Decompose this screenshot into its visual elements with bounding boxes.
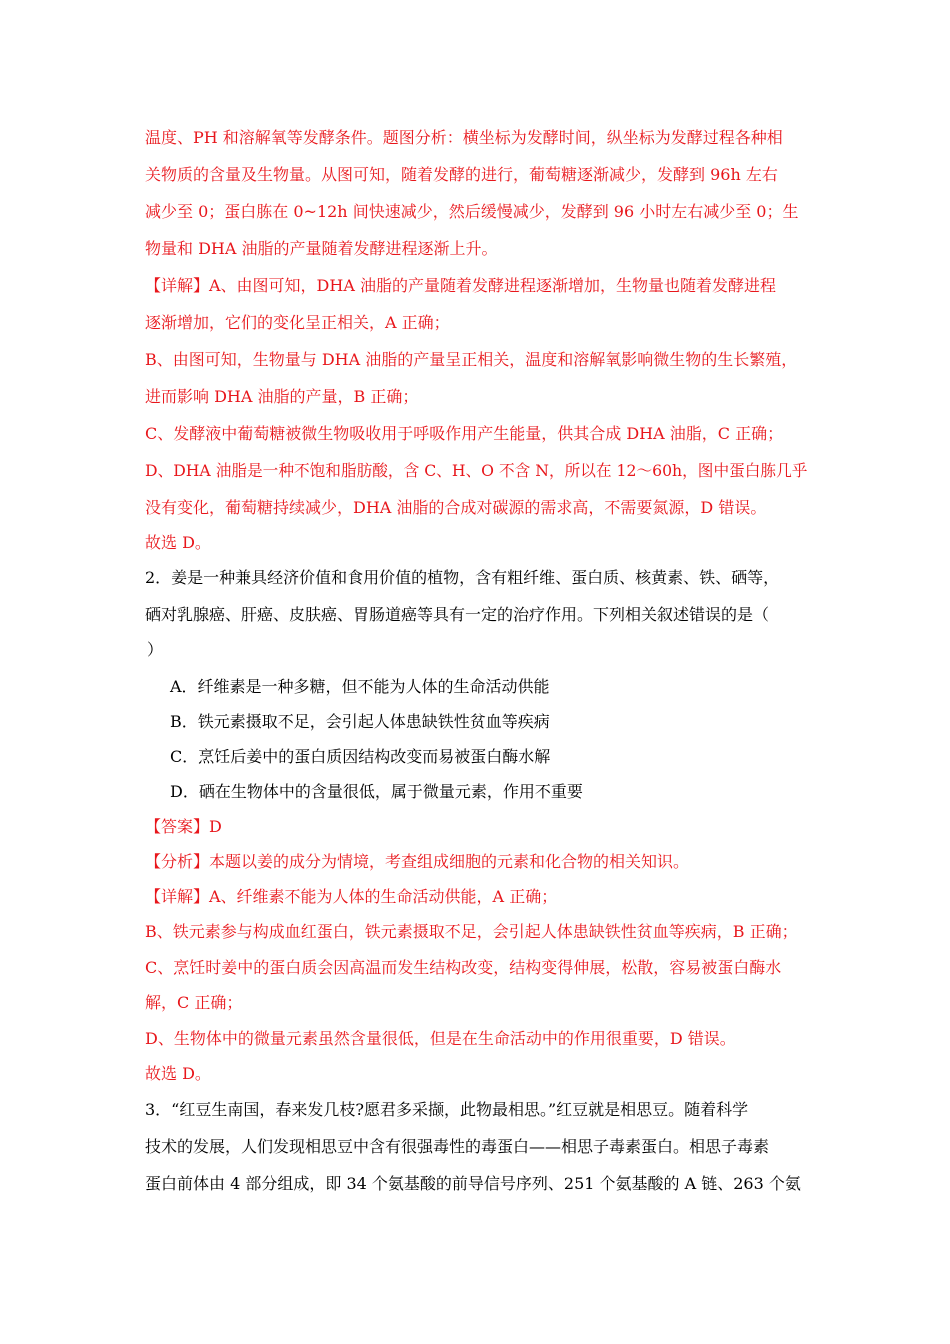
detail-line: 【详解】A、纤维素不能为人体的生命活动供能，A 正确； xyxy=(145,887,558,906)
detail-line: 逐渐增加，它们的变化呈正相关，A 正确； xyxy=(145,313,450,332)
analysis-line: 物量和 DHA 油脂的产量随着发酵进程逐渐上升。 xyxy=(145,239,498,258)
conclusion-line: 故选 D。 xyxy=(145,533,211,552)
detail-line: 解，C 正确； xyxy=(145,993,243,1012)
option-d: D．硒在生物体中的含量很低，属于微量元素，作用不重要 xyxy=(170,782,583,801)
question-3-stem: 技术的发展，人们发现相思豆中含有很强毒性的毒蛋白——相思子毒素蛋白。相思子毒素 xyxy=(145,1137,770,1156)
analysis-line: 【分析】本题以姜的成分为情境，考查组成细胞的元素和化合物的相关知识。 xyxy=(145,852,690,871)
question-2-paren: ） xyxy=(147,640,164,659)
detail-line: B、铁元素参与构成血红蛋白，铁元素摄取不足，会引起人体患缺铁性贫血等疾病，B 正确； xyxy=(145,922,798,941)
detail-line: 没有变化，葡萄糖持续减少，DHA 油脂的合成对碳源的需求高，不需要氮源，D 错误。 xyxy=(145,498,767,517)
detail-line: C、发酵液中葡萄糖被微生物吸收用于呼吸作用产生能量，供其合成 DHA 油脂，C 正确； xyxy=(145,424,784,443)
question-2-stem: 硒对乳腺癌、肝癌、皮肤癌、胃肠道癌等具有一定的治疗作用。下列相关叙述错误的是（ xyxy=(145,605,770,624)
detail-line: 【详解】A、由图可知，DHA 油脂的产量随着发酵进程逐渐增加，生物量也随着发酵进程 xyxy=(145,276,776,295)
option-c: C．烹饪后姜中的蛋白质因结构改变而易被蛋白酶水解 xyxy=(170,747,551,766)
detail-line: D、生物体中的微量元素虽然含量很低，但是在生命活动中的作用很重要，D 错误。 xyxy=(145,1029,736,1048)
option-b: B．铁元素摄取不足，会引起人体患缺铁性贫血等疾病 xyxy=(170,712,550,731)
answer-line: 【答案】D xyxy=(145,817,222,836)
conclusion-line: 故选 D。 xyxy=(145,1064,211,1083)
detail-line: 进而影响 DHA 油脂的产量，B 正确； xyxy=(145,387,419,406)
question-3-stem: 蛋白前体由 4 部分组成，即 34 个氨基酸的前导信号序列、251 个氨基酸的 A 链、263 个氨 xyxy=(145,1174,801,1193)
detail-line: C、烹饪时姜中的蛋白质会因高温而发生结构改变，结构变得伸展，松散，容易被蛋白酶水 xyxy=(145,958,782,977)
analysis-line: 关物质的含量及生物量。从图可知，随着发酵的进行，葡萄糖逐渐减少，发酵到 96h 左右 xyxy=(145,165,778,184)
detail-line: B、由图可知，生物量与 DHA 油脂的产量呈正相关，温度和溶解氧影响微生物的生长繁殖， xyxy=(145,350,798,369)
option-a: A．纤维素是一种多糖，但不能为人体的生命活动供能 xyxy=(170,677,550,696)
analysis-line: 温度、PH 和溶解氧等发酵条件。题图分析：横坐标为发酵时间，纵坐标为发酵过程各种相 xyxy=(145,128,783,147)
question-2-stem: 2．姜是一种兼具经济价值和食用价值的植物，含有粗纤维、蛋白质、核黄素、铁、硒等， xyxy=(145,568,780,587)
analysis-line: 减少至 0；蛋白胨在 0~12h 间快速减少，然后缓慢减少，发酵到 96 小时左右减少至 0；生 xyxy=(145,202,799,221)
detail-line: D、DHA 油脂是一种不饱和脂肪酸，含 C、H、O 不含 N，所以在 12～60h，图中蛋白胨几乎 xyxy=(145,461,808,480)
question-3-stem: 3．“红豆生南国，春来发几枝?愿君多采撷，此物最相思。”红豆就是相思豆。随着科学 xyxy=(145,1100,749,1119)
